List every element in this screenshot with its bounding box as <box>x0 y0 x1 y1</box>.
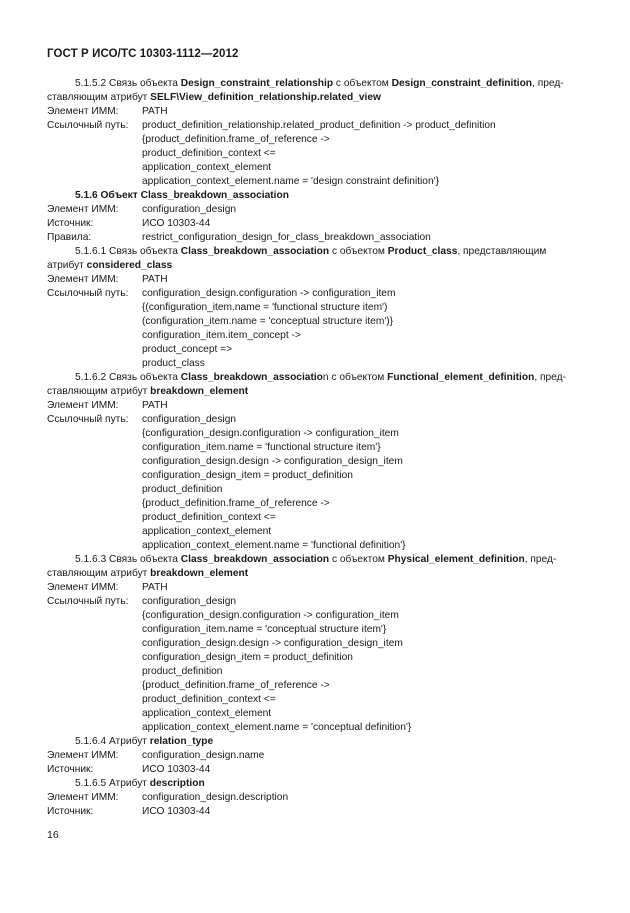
text-run: , представляющим <box>457 246 547 257</box>
text-run: 5.1.6.4 Атрибут <box>75 736 150 747</box>
bold-text: Class_breakdown_association <box>180 554 330 565</box>
field-value: ИСО 10303-44 <box>142 764 211 775</box>
field-value: configuration_design.configuration -> configuration_item <box>142 288 396 299</box>
field-row <box>47 231 592 245</box>
field-label: Элемент ИММ: <box>47 582 119 593</box>
text-run: , пред- <box>534 372 566 383</box>
field-value: PATH <box>142 106 168 117</box>
field-label: Ссылочный путь: <box>47 596 129 607</box>
bold-text: breakdown_element <box>150 386 249 397</box>
field-label: Источник: <box>47 218 94 229</box>
reference-path-line: application_context_element.name = 'functional definition'} <box>142 540 406 551</box>
section-heading <box>47 371 592 385</box>
bold-text: Class_breakdown_association <box>140 190 289 201</box>
reference-path-line: (configuration_item.name = 'conceptual structure item')} <box>142 316 394 327</box>
reference-path-line: product_definition_context <= <box>142 148 276 159</box>
field-label: Элемент ИММ: <box>47 400 119 411</box>
text-run: ставляющим атрибут <box>47 92 151 103</box>
reference-path-line: configuration_design_item = product_definition <box>142 652 353 663</box>
bold-text: description <box>149 778 205 789</box>
text-run: с объектом <box>329 246 388 257</box>
page-number: 16 <box>47 829 59 841</box>
field-value: ИСО 10303-44 <box>142 218 211 229</box>
text-run: 5.1.6.3 Связь объекта <box>75 554 181 565</box>
text-run: с объектом <box>333 78 392 89</box>
reference-path-line: product_definition <box>142 666 223 677</box>
field-label: Источник: <box>47 806 94 817</box>
text-run: ставляющим атрибут <box>47 568 151 579</box>
bold-text: Design_constraint_definition <box>391 78 533 89</box>
field-row <box>47 749 592 763</box>
field-label: Источник: <box>47 764 94 775</box>
reference-path-line: configuration_item.item_concept -> <box>142 330 301 341</box>
section-heading <box>47 735 592 749</box>
field-row <box>47 791 592 805</box>
field-value: configuration_design.name <box>142 750 265 761</box>
reference-path-line: product_definition_context <= <box>142 694 276 705</box>
section-heading <box>47 553 592 567</box>
document-body <box>47 77 592 819</box>
text-run: 5.1.6.5 Атрибут <box>75 778 150 789</box>
field-label: Элемент ИММ: <box>47 792 119 803</box>
bold-text: Physical_element_definition <box>387 554 525 565</box>
section-heading <box>47 189 592 203</box>
field-value: restrict_configuration_design_for_class_breakdown_association <box>142 232 431 243</box>
reference-path-line: product_definition <box>142 484 223 495</box>
reference-path-line: {product_definition.frame_of_reference -> <box>142 134 330 145</box>
field-value: configuration_design <box>142 414 237 425</box>
text-run: ставляющим атрибут <box>47 386 151 397</box>
text-run: 5.1.5.2 Связь объекта <box>75 78 181 89</box>
reference-path-line: application_context_element <box>142 708 272 719</box>
field-value: PATH <box>142 400 168 411</box>
paragraph-line <box>47 567 592 581</box>
reference-path-line: product_definition_context <= <box>142 512 276 523</box>
bold-text: Functional_element_definition <box>387 372 535 383</box>
bold-text: Class_breakdown_association <box>180 246 330 257</box>
field-label: Элемент ИММ: <box>47 106 119 117</box>
field-row <box>47 595 592 609</box>
reference-path-line: configuration_design_item = product_definition <box>142 470 353 481</box>
text-run: , пред- <box>532 78 564 89</box>
field-label: Элемент ИММ: <box>47 274 119 285</box>
reference-path-line: product_class <box>142 358 205 369</box>
bold-text: Class_breakdown_associatio <box>180 372 323 383</box>
reference-path-line: {configuration_design.configuration -> configuration_item <box>142 610 399 621</box>
field-row <box>47 217 592 231</box>
section-heading <box>47 77 592 91</box>
reference-path-line: configuration_item.name = 'functional structure item'} <box>142 442 381 453</box>
field-row <box>47 273 592 287</box>
field-row <box>47 763 592 777</box>
text-run: с объектом <box>329 554 388 565</box>
text-run: 5.1.6.2 Связь объекта <box>75 372 181 383</box>
section-heading <box>47 777 592 791</box>
field-label: Ссылочный путь: <box>47 288 129 299</box>
reference-path-line: {configuration_design.configuration -> configuration_item <box>142 428 399 439</box>
field-row <box>47 413 592 427</box>
field-value: PATH <box>142 582 168 593</box>
reference-path-line: application_context_element <box>142 526 272 537</box>
bold-text: SELF\View_definition_relationship.related_view <box>150 92 381 103</box>
field-row <box>47 399 592 413</box>
reference-path-line: product_concept => <box>142 344 233 355</box>
bold-text: breakdown_element <box>150 568 249 579</box>
field-label: Элемент ИММ: <box>47 204 119 215</box>
text-run: атрибут <box>47 260 87 271</box>
reference-path-line: configuration_item.name = 'conceptual structure item'} <box>142 624 387 635</box>
paragraph-line <box>47 385 592 399</box>
reference-path-line: configuration_design.design -> configuration_design_item <box>142 638 403 649</box>
field-value: product_definition_relationship.related_product_definition -> product_definition <box>142 120 496 131</box>
field-row <box>47 105 592 119</box>
bold-text: Product_class <box>387 246 458 257</box>
reference-path-line: {(configuration_item.name = 'functional structure item') <box>142 302 388 313</box>
field-row <box>47 287 592 301</box>
bold-text: relation_type <box>149 736 214 747</box>
reference-path-line: configuration_design.design -> configuration_design_item <box>142 456 403 467</box>
field-value: PATH <box>142 274 168 285</box>
text-run: 5.1.6.1 Связь объекта <box>75 246 181 257</box>
reference-path-line: application_context_element.name = 'design constraint definition'} <box>142 176 439 187</box>
reference-path-line: {product_definition.frame_of_reference -> <box>142 498 330 509</box>
text-run: , пред- <box>524 554 557 565</box>
field-value: configuration_design <box>142 596 237 607</box>
page-header: ГОСТ Р ИСО/ТС 10303-1112—2012 <box>47 48 239 60</box>
field-value: ИСО 10303-44 <box>142 806 211 817</box>
field-label: Ссылочный путь: <box>47 414 129 425</box>
field-row <box>47 119 592 133</box>
bold-text: 5.1.6 Объект <box>75 190 141 201</box>
field-row <box>47 581 592 595</box>
field-label: Правила: <box>47 232 92 243</box>
field-label: Элемент ИММ: <box>47 750 119 761</box>
bold-text: Design_constraint_relationship <box>180 78 334 89</box>
field-label: Ссылочный путь: <box>47 120 129 131</box>
reference-path-line: application_context_element.name = 'conceptual definition'} <box>142 722 412 733</box>
field-row <box>47 203 592 217</box>
text-run: n с объектом <box>322 372 388 383</box>
bold-text: considered_class <box>86 260 173 271</box>
paragraph-line <box>47 91 592 105</box>
paragraph-line <box>47 259 592 273</box>
field-value: configuration_design <box>142 204 237 215</box>
field-row <box>47 805 592 819</box>
section-heading <box>47 245 592 259</box>
reference-path-line: application_context_element <box>142 162 272 173</box>
field-value: configuration_design.description <box>142 792 289 803</box>
reference-path-line: {product_definition.frame_of_reference -> <box>142 680 330 691</box>
